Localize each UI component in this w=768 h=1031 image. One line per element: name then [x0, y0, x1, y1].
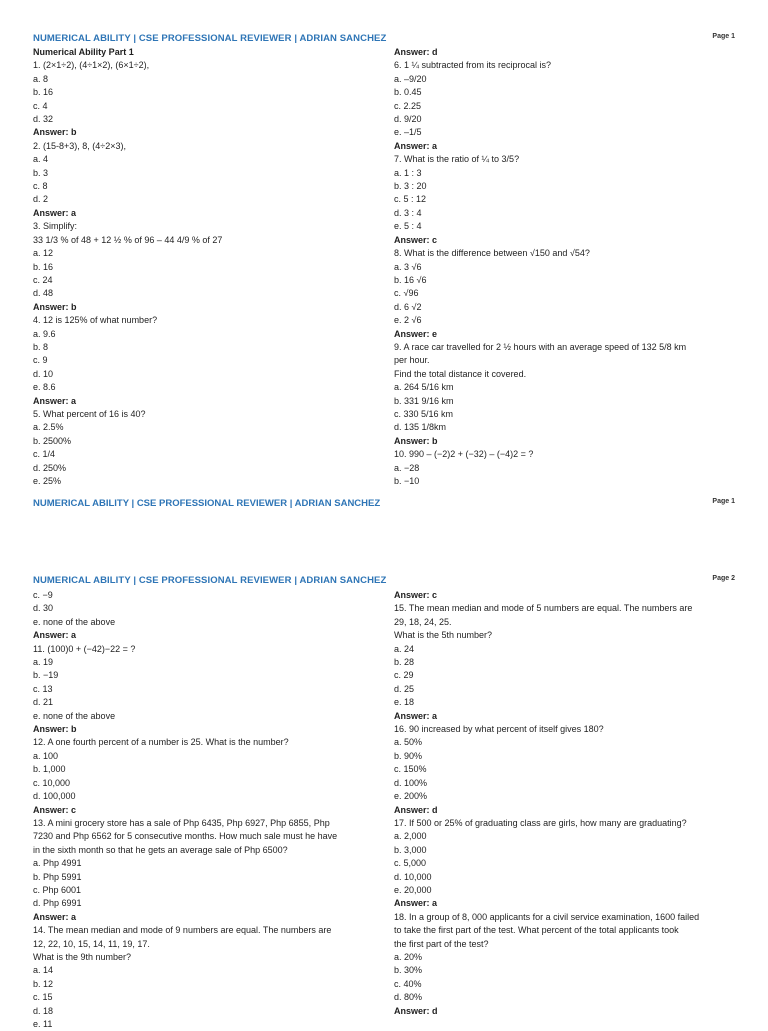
text-line: b. 12: [33, 978, 54, 989]
text-line: a. 12: [33, 248, 54, 259]
page-header-title: NUMERICAL ABILITY | CSE PROFESSIONAL REVIEWER | ADRIAN SANCHEZ: [33, 575, 387, 586]
text-line: b. 331 9/16 km: [394, 395, 454, 406]
text-line: 11. (100)0 + (−42)−22 = ?: [33, 643, 136, 654]
answer-line: Answer: b: [33, 724, 77, 735]
text-line: c. 9: [33, 355, 48, 366]
text-line: e. none of the above: [33, 710, 116, 721]
text-line: Find the total distance it covered.: [394, 368, 527, 379]
text-line: a. 14: [33, 965, 54, 976]
text-line: a. 24: [394, 643, 415, 654]
text-line: c. 29: [394, 670, 414, 681]
text-line: a. 2,000: [394, 831, 427, 842]
text-line: a. 2.5%: [33, 422, 64, 433]
text-line: b. −19: [33, 670, 59, 681]
text-line: c. 1/4: [33, 449, 56, 460]
text-line: b. 0.45: [394, 87, 422, 98]
text-line: c. 330 5/16 km: [394, 408, 454, 419]
right-column: [394, 589, 736, 1018]
text-line: 3. Simplify:: [33, 221, 78, 232]
text-line: 1. (2×1÷2), (4÷1×2), (6×1÷2),: [33, 60, 150, 71]
text-line: e. 8.6: [33, 382, 56, 393]
text-line: b. 30%: [394, 965, 423, 976]
text-line: 5. What percent of 16 is 40?: [33, 408, 146, 419]
text-line: per hour.: [394, 355, 430, 366]
text-line: d. 48: [33, 288, 54, 299]
text-line: a. 50%: [394, 737, 423, 748]
footer-page-number: Page 1: [712, 498, 735, 505]
text-line: a. 9.6: [33, 328, 56, 339]
answer-line: Answer: d: [394, 47, 438, 57]
text-line: d. 3 : 4: [394, 207, 422, 218]
text-line: b. 8: [33, 341, 49, 352]
text-line: d. 21: [33, 697, 54, 708]
answer-line: Answer: c: [33, 804, 77, 815]
text-line: a. −28: [394, 462, 420, 473]
left-column: [33, 589, 378, 1031]
text-line: 4. 12 is 125% of what number?: [33, 315, 158, 326]
text-line: a. 8: [33, 73, 49, 84]
text-line: a. 100: [33, 750, 59, 761]
page-header-title: NUMERICAL ABILITY | CSE PROFESSIONAL REVIEWER | ADRIAN SANCHEZ: [33, 33, 387, 44]
text-line: d. 135 1/8km: [394, 422, 447, 433]
text-line: c. 150%: [394, 764, 427, 775]
text-line: c. −9: [33, 590, 53, 600]
text-line: d. 80%: [394, 992, 423, 1003]
text-line: c. 13: [33, 683, 53, 694]
text-line: a. Php 4991: [33, 858, 82, 869]
text-line: a. 1 : 3: [394, 167, 422, 178]
text-line: What is the 9th number?: [33, 951, 132, 962]
text-line: b. 3 : 20: [394, 181, 427, 192]
answer-line: Answer: a: [33, 630, 77, 641]
page-number: Page 2: [712, 575, 735, 582]
text-line: c. 8: [33, 181, 48, 192]
answer-line: Answer: a: [394, 140, 438, 151]
text-line: a. 4: [33, 154, 49, 165]
text-line: e. 25%: [33, 476, 62, 486]
text-line: 2. (15-8+3), 8, (4÷2×3),: [33, 140, 126, 151]
text-line: the first part of the test?: [394, 938, 489, 949]
text-line: d. 250%: [33, 462, 67, 473]
answer-line: Answer: a: [33, 207, 77, 218]
text-line: 14. The mean median and mode of 9 numbers are equal. The numbers are: [33, 925, 332, 936]
page-gap: [0, 532, 768, 562]
text-line: 17. If 500 or 25% of graduating class are girls, how many are graduating?: [394, 817, 687, 828]
answer-line: Numerical Ability Part 1: [33, 47, 134, 57]
text-line: b. Php 5991: [33, 871, 82, 882]
text-line: c. 5 : 12: [394, 194, 427, 205]
text-line: e. 18: [394, 697, 415, 708]
text-line: 8. What is the difference between √150 and √54?: [394, 248, 590, 259]
text-line: 29, 18, 24, 25.: [394, 616, 452, 627]
answer-line: Answer: c: [394, 234, 438, 245]
answer-line: Answer: d: [394, 804, 438, 815]
text-line: 12, 22, 10, 15, 14, 11, 19, 17.: [33, 938, 150, 949]
page-footer-title: NUMERICAL ABILITY | CSE PROFESSIONAL REVIEWER | ADRIAN SANCHEZ: [33, 498, 381, 509]
page-number: Page 1: [712, 33, 735, 40]
text-line: What is the 5th number?: [394, 630, 493, 641]
answer-line: Answer: a: [394, 710, 438, 721]
text-line: b. 2500%: [33, 435, 72, 446]
text-line: e. 200%: [394, 791, 428, 802]
text-line: e. 11: [33, 1019, 53, 1029]
answer-line: Answer: a: [394, 898, 438, 909]
text-line: c. 5,000: [394, 858, 427, 869]
text-line: d. 2: [33, 194, 49, 205]
text-line: c. 40%: [394, 978, 422, 989]
text-line: d. 10,000: [394, 871, 432, 882]
text-line: e. 20,000: [394, 884, 432, 895]
text-line: c. 10,000: [33, 777, 71, 788]
text-line: d. 18: [33, 1005, 54, 1016]
text-line: e. none of the above: [33, 616, 116, 627]
text-line: c. 24: [33, 274, 53, 285]
answer-line: Answer: b: [33, 127, 77, 138]
text-line: d. 25: [394, 683, 415, 694]
text-line: b. −10: [394, 476, 420, 486]
answer-line: Answer: c: [394, 590, 438, 600]
answer-line: Answer: a: [33, 911, 77, 922]
text-line: c. 2.25: [394, 100, 422, 111]
text-line: 10. 990 – (−2)2 + (−32) – (−4)2 = ?: [394, 449, 534, 460]
left-column: [33, 46, 378, 488]
text-line: a. –9/20: [394, 73, 427, 84]
text-line: d. 10: [33, 368, 54, 379]
text-line: e. –1/5: [394, 127, 422, 138]
text-line: 7. What is the ratio of ¼ to 3/5?: [394, 154, 520, 165]
text-line: e. 2 √6: [394, 315, 422, 326]
text-line: d. 100%: [394, 777, 428, 788]
text-line: 33 1/3 % of 48 + 12 ½ % of 96 – 44 4/9 % of 27: [33, 234, 223, 245]
text-line: d. 32: [33, 114, 54, 125]
text-line: a. 264 5/16 km: [394, 382, 454, 393]
text-line: b. 16: [33, 261, 54, 272]
text-line: a. 19: [33, 657, 54, 668]
text-line: c. √96: [394, 288, 419, 299]
text-line: a. 20%: [394, 951, 423, 962]
text-line: c. 4: [33, 100, 48, 111]
answer-line: Answer: b: [394, 435, 438, 446]
text-line: in the sixth month so that he gets an average sale of Php 6500?: [33, 844, 288, 855]
text-line: 6. 1 ¼ subtracted from its reciprocal is?: [394, 60, 552, 71]
text-line: 7230 and Php 6562 for 5 consecutive months. How much sale must he have: [33, 831, 338, 842]
text-line: b. 3,000: [394, 844, 427, 855]
text-line: a. 3 √6: [394, 261, 422, 272]
text-line: b. 90%: [394, 750, 423, 761]
answer-line: Answer: d: [394, 1005, 438, 1016]
text-line: b. 3: [33, 167, 49, 178]
answer-line: Answer: b: [33, 301, 77, 312]
text-line: e. 5 : 4: [394, 221, 422, 232]
text-line: 13. A mini grocery store has a sale of Php 6435, Php 6927, Php 6855, Php: [33, 817, 330, 828]
answer-line: Answer: a: [33, 395, 77, 406]
text-line: 15. The mean median and mode of 5 numbers are equal. The numbers are: [394, 603, 693, 614]
text-line: 16. 90 increased by what percent of itself gives 180?: [394, 724, 604, 735]
text-line: d. 30: [33, 603, 54, 614]
right-column: [394, 46, 736, 488]
text-line: to take the first part of the test. What percent of the total applicants took: [394, 925, 679, 936]
text-line: 9. A race car travelled for 2 ½ hours with an average speed of 132 5/8 km: [394, 341, 687, 352]
text-line: b. 16: [33, 87, 54, 98]
text-line: c. 15: [33, 992, 53, 1003]
text-line: d. Php 6991: [33, 898, 82, 909]
text-line: d. 6 √2: [394, 301, 422, 312]
text-line: d. 100,000: [33, 791, 76, 802]
text-line: b. 28: [394, 657, 415, 668]
text-line: 12. A one fourth percent of a number is 25. What is the number?: [33, 737, 289, 748]
text-line: b. 1,000: [33, 764, 66, 775]
text-line: b. 16 √6: [394, 274, 427, 285]
answer-line: Answer: e: [394, 328, 438, 339]
text-line: 18. In a group of 8, 000 applicants for a civil service examination, 1600 failed: [394, 911, 700, 922]
text-line: d. 9/20: [394, 114, 422, 125]
text-line: c. Php 6001: [33, 884, 82, 895]
document-page-2: [0, 562, 768, 1029]
